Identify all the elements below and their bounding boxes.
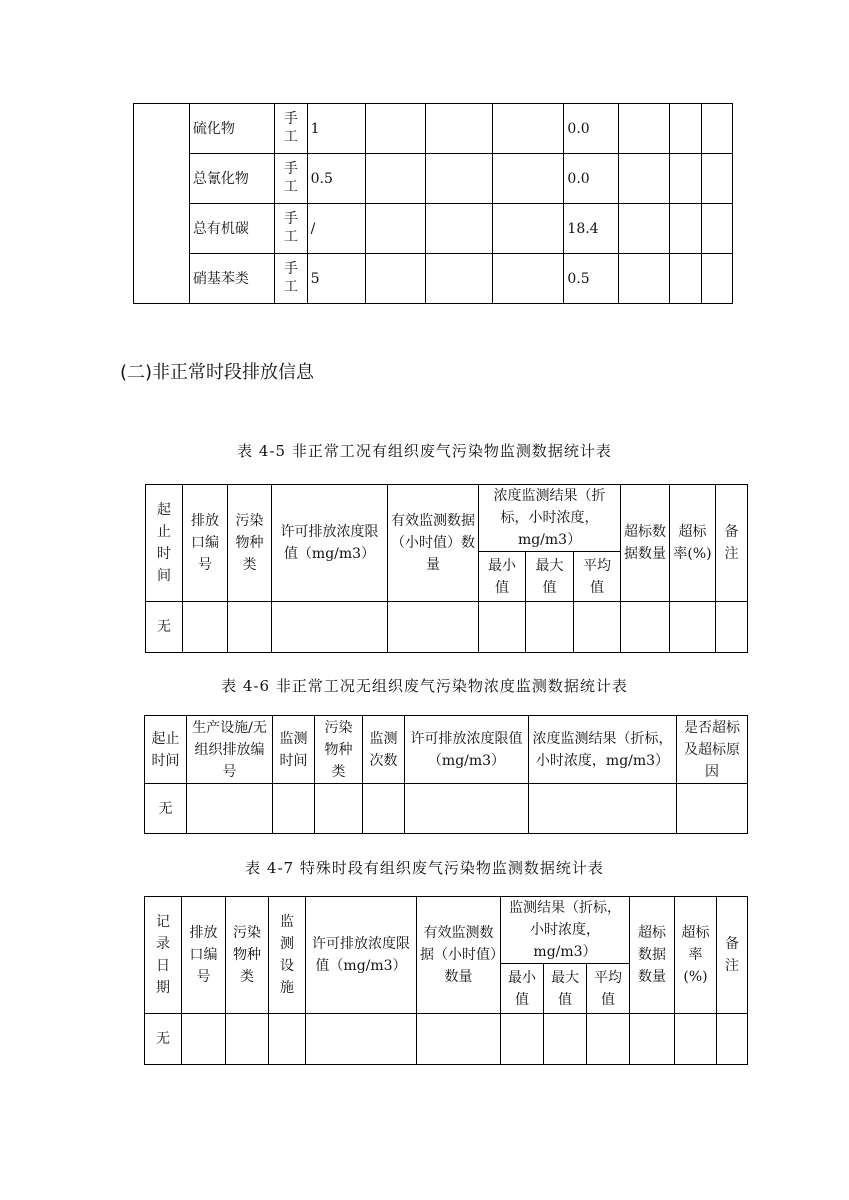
- table-4-7-caption: 表 4-7 特殊时段有组织废气污染物监测数据统计表: [245, 859, 604, 877]
- table-row: [134, 204, 733, 254]
- header-date: 记录日期: [145, 897, 182, 1014]
- header-max: 最大值: [526, 552, 574, 602]
- method-cell: 手工: [275, 154, 307, 204]
- header-avg: 平均值: [574, 552, 621, 602]
- value-cell: 18.4: [564, 204, 619, 254]
- header-limit: 许可排放浓度限值（mg/m3）: [272, 485, 388, 602]
- method-cell: 手工: [275, 254, 307, 304]
- limit-cell: 5: [307, 254, 366, 304]
- pollutant-cell: 总有机碳: [189, 204, 274, 254]
- header-pollutant: 污染物种类: [315, 716, 363, 784]
- header-valid-count: 有效监测数据（小时值）数量: [417, 897, 501, 1014]
- table-row: [134, 104, 733, 154]
- header-avg: 平均值: [587, 964, 630, 1014]
- header-min: 最小值: [479, 552, 526, 602]
- table-4-7: [144, 896, 748, 1065]
- row-value: 无: [145, 784, 187, 834]
- table-4-5-caption: 表 4-5 非正常工况有组织废气污染物监测数据统计表: [237, 442, 612, 460]
- top-continuation-table: [133, 103, 733, 304]
- header-results: 监测结果（折标，小时浓度，mg/m3）: [501, 897, 630, 964]
- section-heading: (二)非正常时段排放信息: [120, 362, 315, 383]
- header-count: 监测次数: [363, 716, 405, 784]
- pollutant-cell: 硫化物: [189, 104, 274, 154]
- pollutant-cell: 总氰化物: [189, 154, 274, 204]
- header-monitor-time: 监测时间: [273, 716, 315, 784]
- method-cell: 手工: [275, 204, 307, 254]
- row-value: 无: [145, 1014, 182, 1065]
- limit-cell: /: [307, 204, 366, 254]
- value-cell: 0.0: [564, 154, 619, 204]
- header-pollutant: 污染物种类: [228, 485, 272, 602]
- header-note: 备注: [717, 897, 748, 1014]
- header-concentration: 浓度监测结果（折标，小时浓度，mg/m3）: [529, 716, 677, 784]
- method-cell: 手工: [275, 104, 307, 154]
- header-outlet: 排放口编号: [183, 485, 228, 602]
- header-valid-count: 有效监测数据（小时值）数量: [388, 485, 479, 602]
- table-row: [146, 602, 748, 653]
- table-row: [145, 1014, 748, 1065]
- header-max: 最大值: [544, 964, 587, 1014]
- header-outlet: 排放口编号: [182, 897, 226, 1014]
- table-4-6-caption: 表 4-6 非正常工况无组织废气污染物浓度监测数据统计表: [221, 677, 628, 695]
- header-facility: 生产设施/无组织排放编号: [187, 716, 273, 784]
- merged-cell: [134, 104, 190, 304]
- header-limit: 许可排放浓度限值（mg/m3）: [405, 716, 529, 784]
- table-row: [134, 254, 733, 304]
- header-time: 起止时间: [145, 716, 187, 784]
- header-min: 最小值: [501, 964, 544, 1014]
- table-4-6: [144, 715, 748, 834]
- header-note: 备注: [716, 485, 748, 602]
- header-facility: 监测设施: [269, 897, 306, 1014]
- pollutant-cell: 硝基苯类: [189, 254, 274, 304]
- header-concentration: 浓度监测结果（折标，小时浓度，mg/m3）: [479, 485, 621, 552]
- limit-cell: 0.5: [307, 154, 366, 204]
- header-exceed-count: 超标数据数量: [621, 485, 670, 602]
- header-time: 起止时间: [146, 485, 183, 602]
- value-cell: 0.5: [564, 254, 619, 304]
- header-pollutant: 污染物种类: [226, 897, 269, 1014]
- header-exceed-rate: 超标率(%): [675, 897, 717, 1014]
- table-row: [134, 154, 733, 204]
- header-exceed-count: 超标数据数量: [630, 897, 675, 1014]
- limit-cell: 1: [307, 104, 366, 154]
- table-4-5: [145, 484, 748, 653]
- header-exceed-rate: 超标率(%): [670, 485, 716, 602]
- value-cell: 0.0: [564, 104, 619, 154]
- table-row: [145, 784, 748, 834]
- header-exceed: 是否超标及超标原因: [677, 716, 748, 784]
- row-value: 无: [146, 602, 183, 653]
- header-limit: 许可排放浓度限值（mg/m3）: [306, 897, 417, 1014]
